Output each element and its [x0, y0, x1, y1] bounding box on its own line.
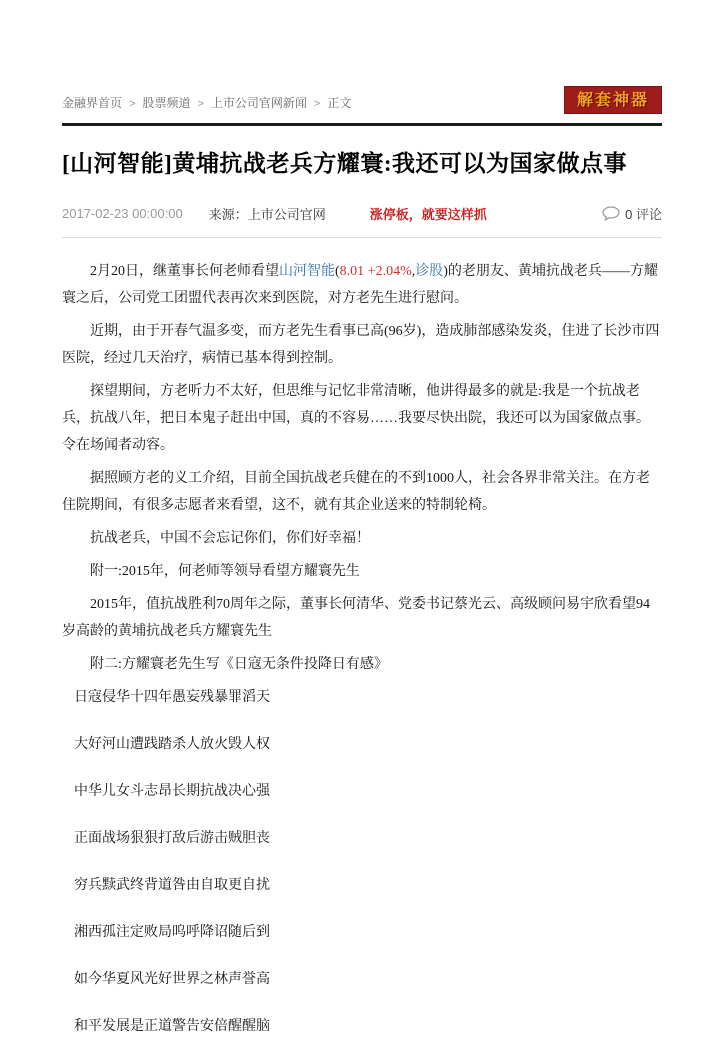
paragraph: 抗战老兵，中国不会忘记你们，你们好幸福！ [90, 531, 370, 546]
source-label: 来源：上市公司官网 [208, 207, 326, 222]
article-meta [62, 204, 662, 223]
article-body [62, 258, 662, 1040]
breadcrumb-item[interactable]: 上市公司官网新闻 [210, 96, 307, 110]
publish-date: 2017-02-23 00:00:00 [62, 206, 183, 221]
stock-quote-value: 8.01 [339, 264, 365, 279]
stock-link[interactable]: 山河智能 [279, 264, 335, 279]
paragraph: 附二:方耀寰老先生写《日寇无条件投降日有感》 [90, 657, 388, 672]
poem-line: 湘西孤注定败局呜呼降诏随后到 [74, 925, 270, 940]
header-divider [62, 123, 662, 126]
paragraph: 近期，由于开春气温多变，而方老先生看事已高(96岁)，造成肺部感染发炎，住进了长沙市四医院，经过几天治疗，病情已基本得到控制。 [62, 324, 660, 366]
paragraph: 探望期间，方老听力不太好，但思维与记忆非常清晰，他讲得最多的就是:我是一个抗战老兵，抗战八年，把日本鬼子赶出中国，真的不容易……我要尽快出院，我还可以为国家做点事。令在场闻者动容。 [62, 384, 650, 453]
breadcrumb-separator-icon: > [313, 98, 321, 110]
breadcrumb-item[interactable]: 金融界首页 [62, 96, 123, 110]
breadcrumb-current: 正文 [327, 96, 352, 110]
poem-line: 正面战场狠狠打敌后游击贼胆丧 [74, 831, 270, 846]
paragraph: 2015年，值抗战胜利70周年之际，董事长何清华、党委书记蔡光云、高级顾问易宇欣看望94岁高龄的黄埔抗战老兵方耀寰先生 [62, 597, 650, 639]
stock-quote-value: +2.04% [367, 264, 412, 279]
page-title: [山河智能]黄埔抗战老兵方耀寰:我还可以为国家做点事 [62, 151, 627, 176]
poem-line: 和平发展是正道警告安倍醒醒脑 [74, 1019, 270, 1034]
promo-badge[interactable]: 解套神器 [564, 86, 662, 114]
comment-area [602, 204, 662, 223]
paragraph: 附一:2015年，何老师等领导看望方耀寰先生 [90, 564, 360, 579]
speech-bubble-icon [602, 206, 620, 221]
poem-line: 如今华夏风光好世界之林声誉高 [74, 972, 270, 987]
breadcrumb-separator-icon: > [129, 98, 136, 110]
poem-line: 日寇侵华十四年愚妄残暴罪滔天 [74, 690, 270, 705]
breadcrumb [62, 86, 351, 111]
comment-count-link[interactable]: 0 评论 [625, 207, 662, 222]
poem-line: 中华儿女斗志昂长期抗战决心强 [74, 784, 270, 799]
poem-line: 大好河山遭践踏杀人放火毁人权 [74, 737, 270, 752]
breadcrumb-item[interactable]: 股票频道 [142, 96, 191, 110]
stock-link[interactable]: 诊股 [415, 264, 444, 279]
paragraph: 2月20日，继董事长何老师看望山河智能(8.01 +2.04%,诊股)的老朋友、黄埔抗战老兵——方耀寰之后，公司党工团盟代表再次来到医院，对方老先生进行慰问。 [62, 264, 658, 306]
poem-line: 穷兵黩武终背道咎由自取更自扰 [74, 878, 270, 893]
header-row [62, 86, 662, 114]
promo-link[interactable]: 涨停板，就要这样抓 [369, 207, 487, 222]
paragraph: 据照顾方老的义工介绍，目前全国抗战老兵健在的不到1000人，社会各界非常关注。在方老住院期间，有很多志愿者来看望，这不，就有其企业送来的特制轮椅。 [62, 471, 650, 513]
breadcrumb-separator-icon: > [197, 98, 204, 110]
meta-divider [62, 237, 662, 238]
